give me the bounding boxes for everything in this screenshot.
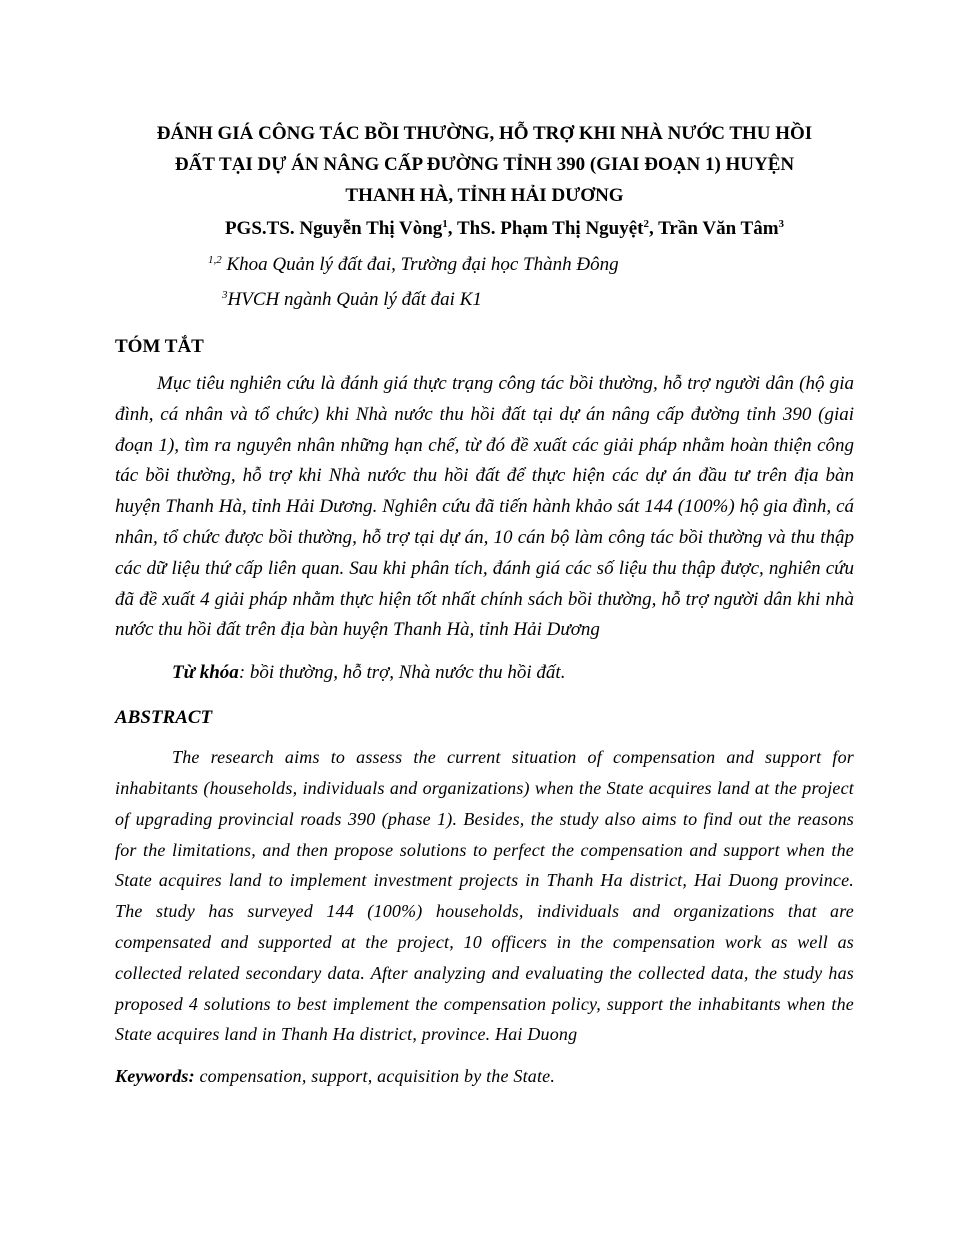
keywords-en-label: Keywords: [115, 1066, 195, 1087]
summary-body: Mục tiêu nghiên cứu là đánh giá thực trạng công tác bồi thường, hỗ trợ người dân (hộ gia đình, cá nhân và tổ chức) khi Nhà nước thu hồi đất tại dự án nâng cấp đường tỉnh 390 (giai đoạn 1), tìm ra nguyên nhân những hạn chế, từ đó đề xuất các giải pháp nhằm hoàn thiện công tác bồi thường, hỗ trợ khi Nhà nước thu hồi đất để thực hiện các dự án đầu tư trên địa bàn huyện Thanh Hà, tỉnh Hải Dương. Nghiên cứu đã tiến hành khảo sát 144 (100%) hộ gia đình, cá nhân, tổ chức được bồi thường, hỗ trợ tại dự án, 10 cán bộ làm công tác bồi thường và thu thập các dữ liệu thứ cấp liên quan. Sau khi phân tích, đánh giá các số liệu thu thập được, nghiên cứu đã đề xuất 4 giải pháp nhằm thực hiện tốt nhất chính sách bồi thường, hỗ trợ người dân khi nhà nước thu hồi đất trên địa bàn huyện Thanh Hà, tỉnh Hải Dương [115, 373, 854, 641]
keywords-en-text: compensation, support, acquisition by the State. [194, 1066, 556, 1087]
paper-title [115, 0, 854, 211]
author-separator: , [447, 218, 457, 239]
title-line-3: THANH HÀ, TỈNH HẢI DƯƠNG [345, 185, 624, 206]
abstract-body: The research aims to assess the current situation of compensation and support for inhabitants (households, individuals and organizations) when the State acquires land at the project of upgrading provincial roads 390 (phase 1). Besides, the study also aims to find out the reasons for the limitations, and then propose solutions to perfect the compensation and support when the State acquires land to implement investment projects in Thanh Ha district, Hai Duong province. The study has surveyed 144 (100%) households, individuals and organizations that are compensated and supported at the project, 10 officers in the compensation work as well as collected related secondary data. After analyzing and evaluating the collected data, the study has proposed 4 solutions to best implement the compensation policy, support the inhabitants when the State acquires land in Thanh Ha district, province. Hai Duong [115, 747, 854, 1045]
author-1-name: PGS.TS. Nguyễn Thị Vòng [224, 218, 443, 239]
affiliation-1-mark: 1,2 [208, 254, 222, 266]
author-2-name: ThS. Phạm Thị Nguyệt [456, 218, 644, 239]
author-3-name: Trần Văn Tâm [658, 218, 779, 239]
keywords-en [115, 1061, 854, 1091]
summary-heading: TÓM TẮT [115, 336, 204, 357]
author-2-affil-mark: 2 [643, 218, 649, 230]
abstract-heading: ABSTRACT [115, 707, 213, 729]
author-separator: , [649, 218, 659, 239]
author-3-affil-mark: 3 [778, 218, 785, 230]
title-line-1: ĐÁNH GIÁ CÔNG TÁC BỒI THƯỜNG, HỖ TRỢ KHI NHÀ NƯỚC THU HỒI [156, 123, 813, 144]
keywords-vi-label: Từ khóa [172, 662, 239, 684]
keywords-vi-text: : bồi thường, hỗ trợ, Nhà nước thu hồi đất. [238, 662, 566, 684]
keywords-vi [115, 658, 854, 688]
affiliation-2-text: HVCH ngành Quản lý đất đai K1 [227, 289, 482, 310]
affiliation-2-mark: 3 [222, 289, 228, 301]
author-list [115, 215, 854, 243]
affiliation-2 [222, 285, 854, 315]
author-1-affil-mark: 1 [442, 218, 448, 230]
title-line-2: ĐẤT TẠI DỰ ÁN NÂNG CẤP ĐƯỜNG TỈNH 390 (GIAI ĐOẠN 1) HUYỆN [174, 154, 795, 175]
affiliation-1-text: Khoa Quản lý đất đai, Trường đại học Thành Đông [221, 254, 619, 275]
affiliation-1 [208, 250, 854, 280]
